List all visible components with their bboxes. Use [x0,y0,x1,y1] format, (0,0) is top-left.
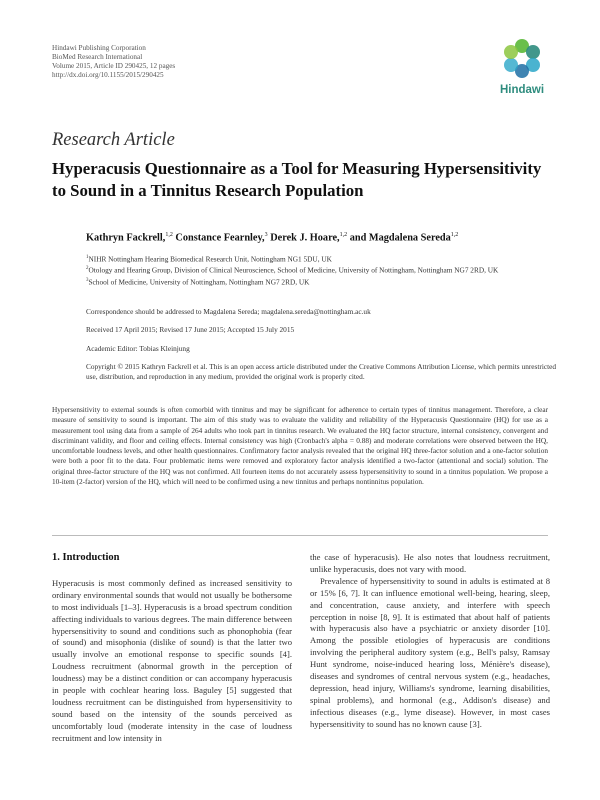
journal-info [52,44,175,80]
copyright-notice: Copyright © 2015 Kathryn Fackrell et al. This is an open access article distributed under the Creative Commons Attribution License, which permits unrestricted use, distribution, and reproduction in any medium, provided the original work is properly cited. [86,362,556,381]
academic-editor: Academic Editor: Tobias Kleinjung [86,344,190,353]
correspondence: Correspondence should be addressed to Magdalena Sereda; magdalena.sereda@nottingham.ac.uk [86,307,371,316]
doi-link[interactable]: http://dx.doi.org/10.1155/2015/290425 [52,71,164,79]
section-heading: 1. Introduction [52,552,120,563]
right-column [310,552,550,731]
body-paragraph: Prevalence of hypersensitivity to sound in adults is estimated at 8 or 15% [6, 7]. It can influence emotional well-being, hearing, sleep, and concentration, cause anxiety, and interfere with speech perception in noise [8, 9]. It is estimated that about half of patients with hyperacusis also have a psychiatric or anxiety disorder [10]. Among the possible etiologies of hyperacusis are conditions involving the peripheral auditory system (e.g., Bell's palsy, Ramsay Hunt syndrome, noise-induced hearing loss, Ménière's disease), diseases and syndromes of central nervous system (e.g., headaches, depression, head injury, Williams's syndrome, learning disabilities, spinal problems), and hormonal (e.g., Addison's disease) and infectious diseases (e.g., lyme disease). However, in most cases hypersensitivity to sound has no known cause [3]. [310,575,550,729]
author-affiliation-mark: 1,2 [339,232,348,238]
hindawi-logo-icon [498,38,546,84]
publisher: Hindawi Publishing Corporation [52,44,146,52]
author-list [86,232,576,243]
abstract: Hypersensitivity to external sounds is often comorbid with tinnitus and may be significant for adherence to certain types of tinnitus management. Therefore, a clear measure of sensitivity to sound is important. The aim of this study was to evaluate the validity and reliability of the Hyperacusis Questionnaire (HQ) for use as a measurement tool using data from a sample of 264 adults who took part in tinnitus research. We evaluated the HQ factor structure, internal consistency, convergent and discriminant validity, and floor and ceiling effects. Internal consistency was high (Cronbach's alpha = 0.88) and moderate correlations were observed between the HQ, uncomfortable loudness levels, and other health questionnaires. Confirmatory factor analysis revealed that the original HQ three-factor solution and a one-factor solution were both a poor fit to the data. Four problematic items were removed and exploratory factor analysis identified a two-factor (attentional and social) solution. The original three-factor structure of the HQ was not confirmed. All fourteen items do not accurately assess hypersensitivity to sound in a tinnitus population. We propose a 10-item (2-factor) version of the HQ, which will need to be confirmed using a new tinnitus and perhaps nontinnitus population. [52,405,548,487]
body-paragraph: Hyperacusis is most commonly defined as increased sensitivity to ordinary environmental sounds that would not usually be bothersome to most individuals [1–3]. Hyperacusis is a broad spectrum condition affecting individuals to various degrees. The main difference between hypersensitivity to sound and conditions such as phonophobia (fear of sound) and misophonia (dislike of sound) is that the latter two usually involve an emotional response to specific sounds [4]. Loudness recruitment (abnormal growth in the perception of loudness) may be a distinct condition or can accompany hyperacusis in people with cochlear hearing loss. Baguley [5] suggested that loudness recruitment can be distinguished from hypersensitivity to sound based on the intensity of the sounds perceived as uncomfortably loud (moderate intensity in the case of loudness recruitment and low intensity in [52,577,292,743]
article-dates: Received 17 April 2015; Revised 17 June 2015; Accepted 15 July 2015 [86,325,295,334]
left-column [52,552,292,745]
author-affiliation-mark: 1,2 [450,232,459,238]
author-affiliation-mark: 3 [264,232,268,238]
article-type: Research Article [52,130,175,150]
volume-info: Volume 2015, Article ID 290425, 12 pages [52,62,176,70]
author-name: Kathryn Fackrell, [86,232,166,244]
hindawi-logo [486,38,558,96]
author-name: Derek J. Hoare, [270,232,340,244]
affiliation: $^2$Otology and Hearing Group, Division of Clinical Neuroscience, School of Medicine, University of Nottingham, Nottingham NG7 2RD, UK [86,265,499,275]
author-name: Constance Fearnley, [175,232,265,244]
journal-name: BioMed Research International [52,53,143,61]
paper-title: Hyperacusis Questionnaire as a Tool for Measuring Hypersensitivity to Sound in a Tinnitus Research Population [52,159,542,200]
affiliation: $^3$School of Medicine, University of Nottingham, Nottingham NG7 2RD, UK [86,277,310,287]
affiliation: $^1$NIHR Nottingham Hearing Biomedical Research Unit, Nottingham NG1 5DU, UK [86,254,332,264]
affiliations [86,253,556,287]
logo-text: Hindawi [499,84,545,96]
author-affiliation-mark: 1,2 [165,232,173,238]
section-divider [52,535,548,536]
author-name: and Magdalena Sereda [349,232,451,244]
body-paragraph: the case of hyperacusis). He also notes that loudness recruitment, unlike hyperacusis, does not vary with mood. [310,552,550,574]
